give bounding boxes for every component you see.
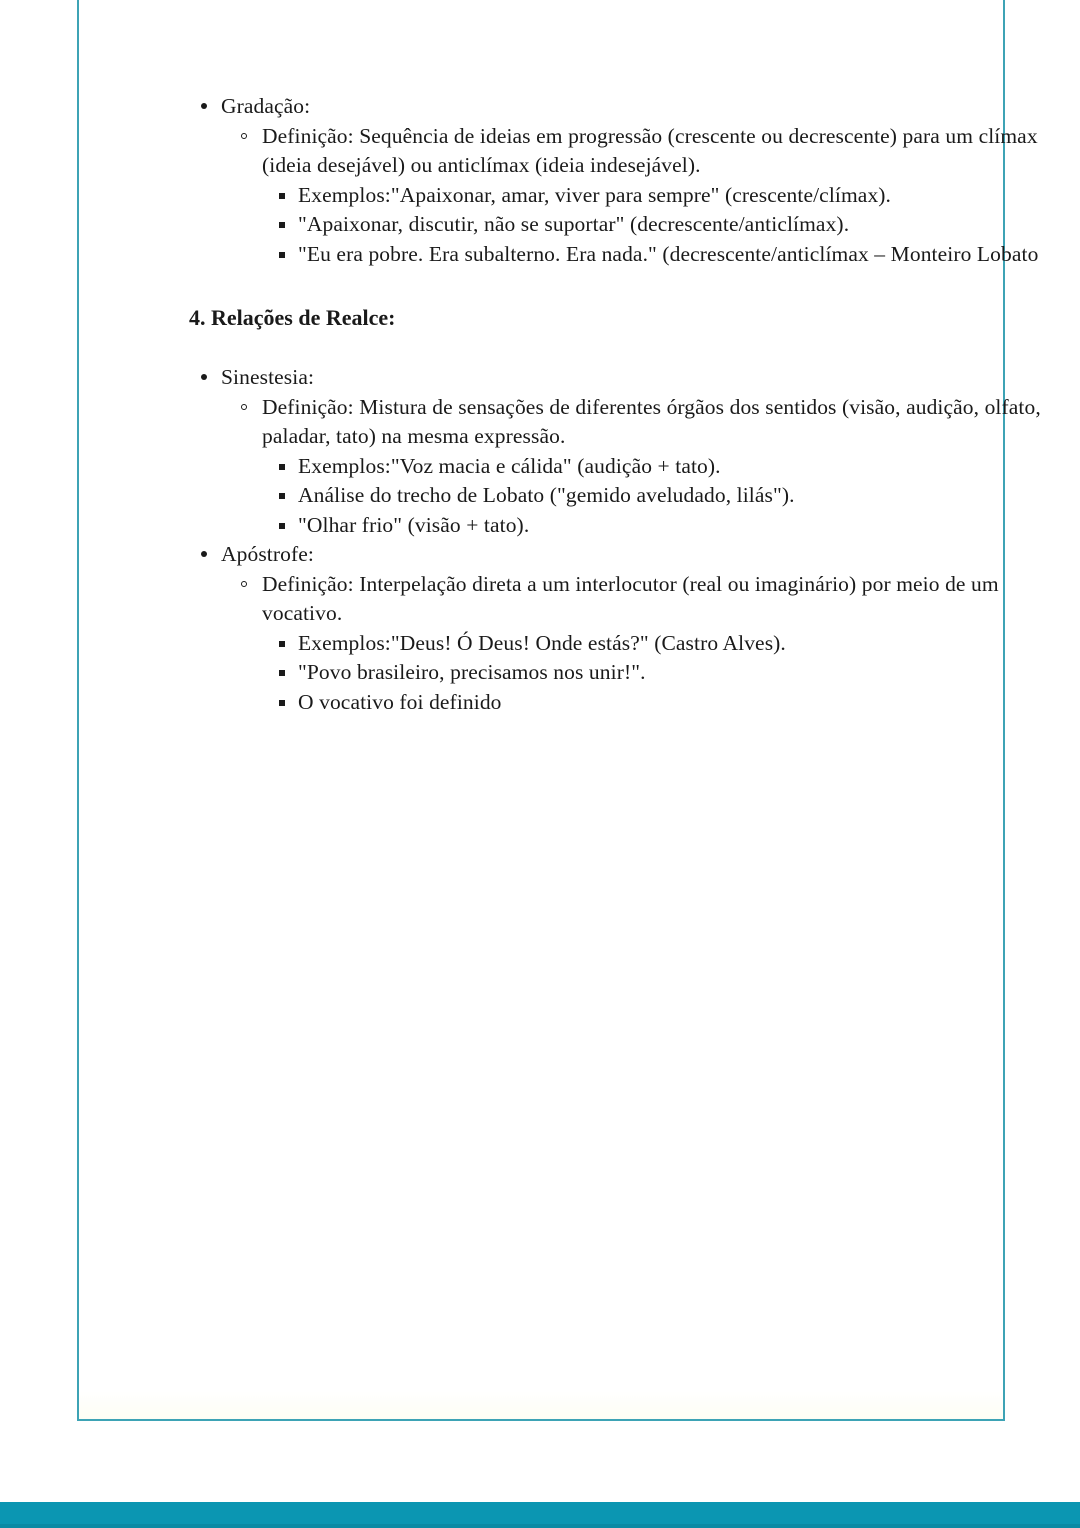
square-bullet-icon	[279, 464, 285, 470]
square-bullet-icon	[279, 222, 285, 228]
spacer	[189, 269, 1049, 303]
list-item-text: Apóstrofe:	[221, 542, 314, 566]
list-item	[189, 511, 1049, 541]
circle-bullet-icon	[241, 133, 247, 139]
list-item-text: Definição: Mistura de sensações de diferentes órgãos dos sentidos (visão, audição, olfato, paladar, tato) na mesma expressão.	[262, 394, 1041, 448]
list-item-text: Exemplos:"Deus! Ó Deus! Onde estás?" (Castro Alves).	[298, 630, 786, 655]
list-item-text: Análise do trecho de Lobato ("gemido aveludado, lilás").	[298, 483, 795, 507]
list-item-text: "Povo brasileiro, precisamos nos unir!".	[298, 660, 646, 684]
list-item-text: Definição: Sequência de ideias em progressão (crescente ou decrescente) para um clímax (ideia desejável) ou anticlímax (ideia indesejável).	[262, 123, 1038, 177]
list-item	[189, 658, 1049, 688]
list-item-text: O vocativo foi definido	[298, 689, 502, 714]
footer-band-shade	[0, 1524, 1080, 1528]
list-item	[189, 629, 1049, 659]
list-item-text: "Eu era pobre. Era subalterno. Era nada." (decrescente/anticlímax – Monteiro Lobato	[298, 241, 1039, 266]
list-item	[189, 452, 1049, 482]
document-content	[189, 92, 1049, 717]
square-bullet-icon	[279, 670, 285, 676]
list-item	[189, 363, 1049, 393]
list-item	[189, 122, 1049, 181]
square-bullet-icon	[279, 523, 285, 529]
list-item-text: Exemplos:"Apaixonar, amar, viver para sempre" (crescente/clímax).	[298, 182, 892, 207]
document-page-frame	[77, 0, 1041, 1421]
list-item-text: Definição: Interpelação direta a um interlocutor (real ou imaginário) por meio de um vocativo.	[262, 571, 999, 625]
list-item-text: Gradação:	[221, 94, 311, 118]
disc-bullet-icon	[201, 374, 207, 380]
disc-bullet-icon	[201, 551, 207, 557]
spacer	[189, 333, 1049, 363]
list-item-text: "Olhar frio" (visão + tato).	[298, 512, 530, 537]
list-item	[189, 92, 1049, 122]
list-item	[189, 210, 1049, 240]
list-item	[189, 540, 1049, 570]
list-item	[189, 181, 1049, 211]
list-item	[189, 688, 1049, 718]
list-item	[189, 481, 1049, 511]
list-item-text: "Apaixonar, discutir, não se suportar" (decrescente/anticlímax).	[298, 212, 850, 236]
section-heading: 4. Relações de Realce:	[189, 305, 396, 330]
list-item	[189, 570, 1049, 629]
list-item	[189, 393, 1049, 452]
list-item-text: Sinestesia:	[221, 365, 315, 389]
square-bullet-icon	[279, 641, 285, 647]
disc-bullet-icon	[201, 103, 207, 109]
list-item-text: Exemplos:"Voz macia e cálida" (audição + tato).	[298, 453, 721, 478]
square-bullet-icon	[279, 252, 285, 258]
circle-bullet-icon	[241, 581, 247, 587]
square-bullet-icon	[279, 700, 285, 706]
square-bullet-icon	[279, 493, 285, 499]
square-bullet-icon	[279, 193, 285, 199]
list-item	[189, 240, 1049, 270]
footer-band	[0, 1502, 1080, 1528]
circle-bullet-icon	[241, 404, 247, 410]
